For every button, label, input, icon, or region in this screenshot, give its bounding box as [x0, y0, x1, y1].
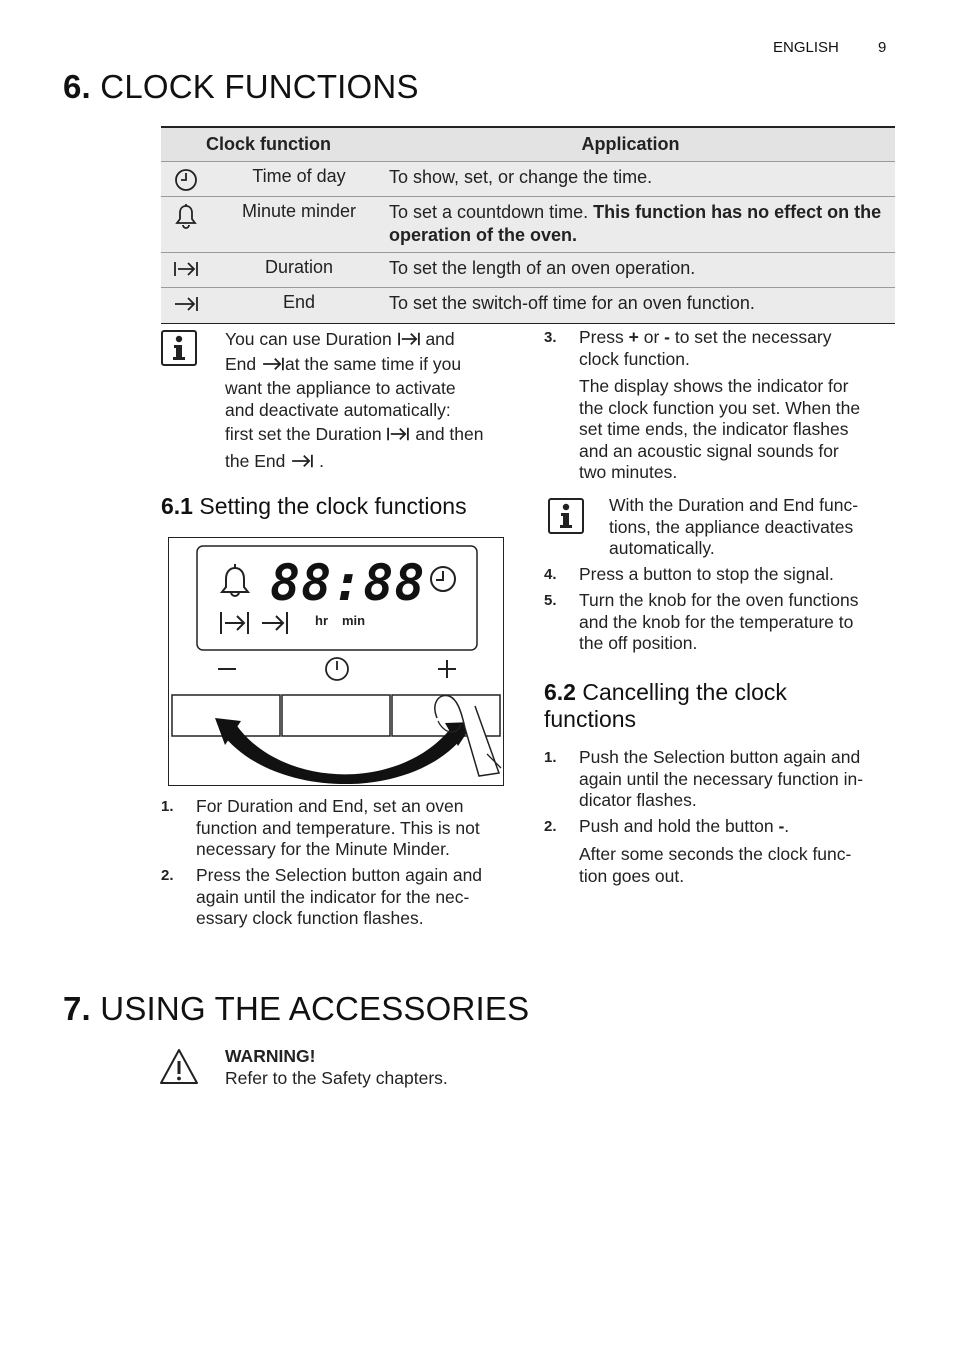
- section-6-heading: [63, 68, 419, 106]
- step-text: For Duration and End, set an oven function and temperature. This is not necessary for the Minute Minder.: [196, 796, 480, 859]
- function-application: To set the length of an oven operation.: [389, 258, 696, 278]
- function-name: Time of day: [252, 166, 346, 186]
- info-note-auto-deactivate: With the Duration and End func- tions, the appliance deactivates automatically.: [609, 495, 859, 558]
- display-hr-label: hr: [315, 613, 328, 628]
- section-title: CLOCK FUNCTIONS: [100, 68, 419, 105]
- duration-icon: [386, 425, 410, 449]
- duration-icon: [221, 612, 248, 634]
- clock-functions-table: [161, 126, 895, 324]
- digital-display-digits: 88:88: [270, 554, 426, 612]
- table-row: [161, 197, 895, 253]
- section-number: 7.: [63, 990, 91, 1027]
- subsection-6-2-heading: 6.2 Cancelling the clock functions: [544, 679, 787, 732]
- step-text: Push the Selection button again and again until the necessary function in- dicator flashes.: [579, 747, 864, 810]
- step-number: 3.: [544, 329, 557, 346]
- end-icon: [290, 452, 314, 476]
- page-number: 9: [878, 39, 887, 56]
- step-text: Press a button to stop the signal.: [579, 564, 834, 584]
- clock-icon: [431, 567, 455, 591]
- column-header-function: Clock function: [206, 134, 331, 154]
- function-name: End: [282, 292, 316, 312]
- duration-icon: [161, 253, 211, 287]
- step-number: 1.: [544, 749, 557, 766]
- step-number: 5.: [544, 592, 557, 609]
- section-title: USING THE ACCESSORIES: [100, 990, 530, 1027]
- function-name: Minute minder: [241, 201, 357, 221]
- cancel-note: After some seconds the clock func- tion goes out.: [579, 844, 852, 886]
- info-icon: [161, 330, 197, 366]
- step-text: Turn the knob for the oven functions and the knob for the temperature to the off position.: [579, 590, 859, 653]
- end-icon: [261, 355, 285, 379]
- selection-knob-icon: [326, 658, 348, 680]
- table-row: [161, 253, 895, 288]
- table-row: [161, 162, 895, 197]
- subsection-6-1-heading: 6.1 Setting the clock functions: [161, 493, 467, 519]
- plus-icon: [438, 660, 456, 678]
- function-application: To set a countdown time. This function has no effect on the operation of the oven.: [389, 202, 882, 245]
- info-icon: [548, 498, 584, 534]
- step-text: Press + or - to set the necessary clock function. The display shows the indicator for the clock function you set. When the set time ends, the indicator flashes and an acoustic signal sounds for two minutes.: [579, 327, 861, 482]
- step-number: 4.: [544, 566, 557, 583]
- duration-icon: [397, 330, 421, 354]
- info-note-duration-end: You can use Duration and End at the same time if you want the appliance to activate and deactivate automatically: first set the Duration and then the End .: [225, 329, 525, 475]
- header-language: ENGLISH: [773, 39, 839, 56]
- column-header-application: Application: [581, 134, 680, 154]
- bell-icon: [161, 197, 211, 252]
- selection-button: [282, 695, 390, 736]
- function-application: To show, set, or change the time.: [389, 167, 653, 187]
- section-number: 6.: [63, 68, 91, 105]
- step-number: 2.: [161, 867, 174, 884]
- curved-arrow-icon: [221, 723, 463, 784]
- clock-icon: [161, 162, 211, 196]
- function-name: Duration: [264, 257, 334, 277]
- step-text: Push and hold the button -.: [579, 816, 790, 836]
- section-7-heading: [63, 990, 529, 1028]
- step-number: 2.: [544, 818, 557, 835]
- table-row: [161, 288, 895, 324]
- warning-title: WARNING!: [225, 1046, 316, 1066]
- warning-icon: [159, 1047, 199, 1092]
- end-icon: [262, 612, 287, 634]
- step-number: 1.: [161, 798, 174, 815]
- display-min-label: min: [342, 613, 366, 628]
- step-text: Press the Selection button again and again until the indicator for the nec- essary clock function flashes.: [196, 865, 483, 928]
- warning-text: Refer to the Safety chapters.: [225, 1068, 448, 1088]
- end-icon: [161, 288, 211, 323]
- control-panel-illustration: [168, 537, 504, 786]
- table-header-row: [161, 128, 895, 162]
- bell-icon: [222, 564, 248, 596]
- function-application: To set the switch-off time for an oven function.: [389, 293, 755, 313]
